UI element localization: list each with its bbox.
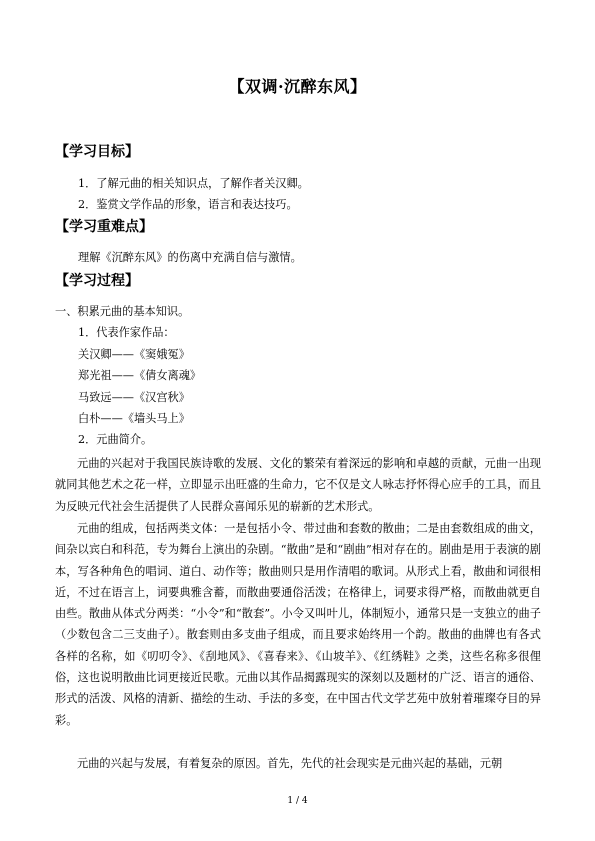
page-title: 【双调·沉醉东风】 [228,77,367,96]
work-item: 白朴——《墙头马上》 [78,412,190,425]
section-heading-process: 【学习过程】 [55,273,139,289]
work-item: 郑光祖——《倩女离魂》 [78,369,202,382]
body-paragraph: 元曲的兴起与发展，有着复杂的原因。首先，先代的社会现实是元曲兴起的基础，元朝 [77,757,503,770]
work-item: 马致远——《汉宫秋》 [78,391,190,404]
process-sub-1: 1．代表作家作品： [78,326,175,339]
process-sub-2: 2．元曲简介。 [78,433,153,446]
process-step-1: 一、积累元曲的基本知识。 [55,305,190,318]
body-paragraph: 元曲的组成，包括两类文体：一是包括小令、带过曲和套数的散曲；二是由套数组成的曲文，间杂以宾白和科范，专为舞台上演出的杂剧。“散曲”是和“剧曲”相对存在的。剧曲是用于表演的剧本，写各种角色的唱词、道白、动作等；散曲则只是用作清唱的歌词。从形式上看，散曲和词很相近，不过在语言上，词要典雅含蓄，而散曲要通俗活泼；在格律上，词要求得严格，而散曲就更自由些。散曲从体式分两类：“小令”和“散套”。小令又叫叶儿，体制短小，通常只是一支独立的曲子（少数包含二三支曲子）。散套则由多支曲子组成，而且要求始终用一个韵。散曲的曲牌也有各式各样的名称，如《叨叨令》、《刮地风》、《喜春来》、《山坡羊》、《红绣鞋》之类，这些名称多很俚俗，这也说明散曲比词更接近民歌。元曲以其作品揭露现实的深刻以及题材的广泛、语言的通俗、形式的活泼、风格的清新、描绘的生动、手法的多变，在中国古代文学艺苑中放射着璀璨夺目的异彩。 [55,522,541,727]
section-heading-goals: 【学习目标】 [55,144,139,160]
work-item: 关汉卿——《窦娥冤》 [78,348,190,361]
goal-item: 2．鉴赏文学作品的形象，语言和表达技巧。 [78,198,298,211]
section-heading-key-points: 【学习重难点】 [55,219,153,235]
page-number: 1 / 4 [287,796,308,806]
key-points-text: 理解《沉醉东风》的伤离中充满自信与激情。 [78,251,302,264]
body-paragraph: 元曲的兴起对于我国民族诗歌的发展、文化的繁荣有着深远的影响和卓越的贡献，元曲一出现就同其他艺术之花一样，立即显示出旺盛的生命力，它不仅是文人咏志抒怀得心应手的工具，而且为反映元代社会生活提供了人民群众喜闻乐见的崭新的艺术形式。 [55,457,541,513]
goal-item: 1．了解元曲的相关知识点，了解作者关汉卿。 [78,177,309,190]
